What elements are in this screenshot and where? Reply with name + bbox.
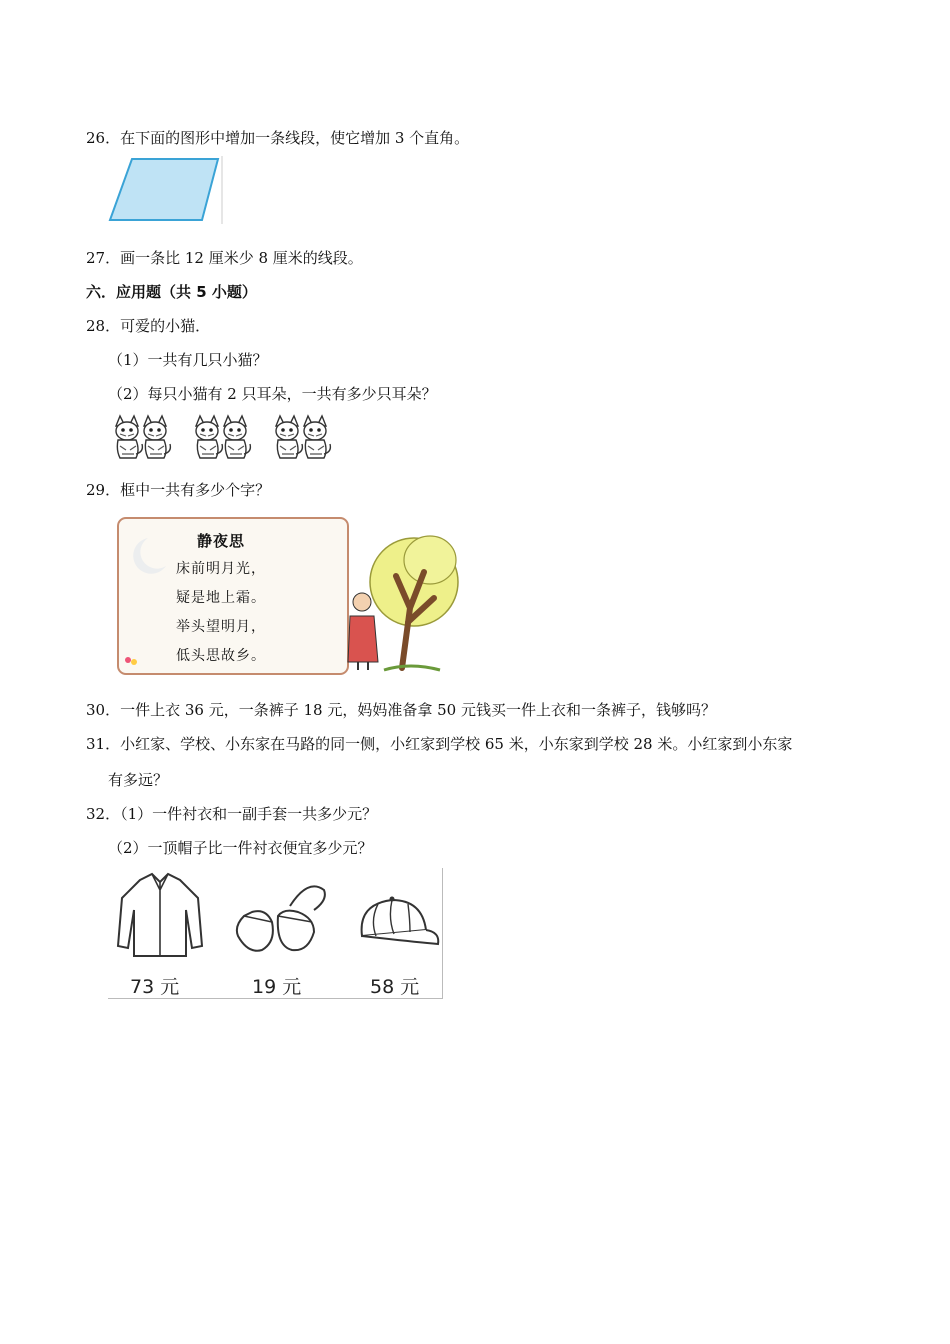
poet-tree-icon [344, 512, 464, 678]
cats-icon [110, 414, 342, 462]
q29-text: 29．框中一共有多少个字？ [86, 481, 271, 499]
price-figure [108, 868, 443, 999]
q32-sub2: （2）一顶帽子比一件衬衣便宜多少元？ [108, 839, 373, 857]
q30-text: 30．一件上衣 36 元，一条裤子 18 元，妈妈准备拿 50 元钱买一件上衣和一条裤子，钱够吗？ [86, 701, 716, 719]
q28-sub1: （1）一共有几只小猫？ [108, 351, 268, 369]
cap-icon [348, 870, 448, 960]
poem-line: 低头思故乡。 [176, 648, 266, 664]
q26-text: 26．在下面的图形中增加一条线段，使它增加 3 个直角。 [86, 129, 470, 147]
shirt-icon [110, 870, 210, 960]
mittens-icon [228, 870, 328, 960]
shirt-price: 73 元 [130, 976, 180, 998]
poem-title: 静夜思 [196, 532, 245, 550]
q31-line1: 31．小红家、学校、小东家在马路的同一侧，小红家到学校 65 米，小东家到学校 28 米。小红家到小东家 [86, 735, 793, 753]
q28-sub2: （2）每只小猫有 2 只耳朵，一共有多少只耳朵？ [108, 385, 437, 403]
q32-sub1: 32．（1）一件衬衣和一副手套一共多少元？ [86, 805, 378, 823]
parallelogram-icon [106, 156, 226, 224]
poem-line: 举头望明月， [176, 619, 266, 635]
poem-text [136, 512, 306, 678]
poem-line: 床前明月光， [176, 561, 266, 577]
q28-text: 28．可爱的小猫． [86, 317, 211, 335]
mittens-price: 19 元 [252, 976, 302, 998]
poem-figure [110, 512, 462, 678]
section-title: 六．应用题（共 5 小题） [86, 283, 257, 301]
q27-text: 27．画一条比 12 厘米少 8 厘米的线段。 [86, 249, 363, 267]
cap-price: 58 元 [370, 976, 420, 998]
q31-line2: 有多远？ [108, 771, 169, 789]
poem-line: 疑是地上霜。 [176, 590, 266, 606]
